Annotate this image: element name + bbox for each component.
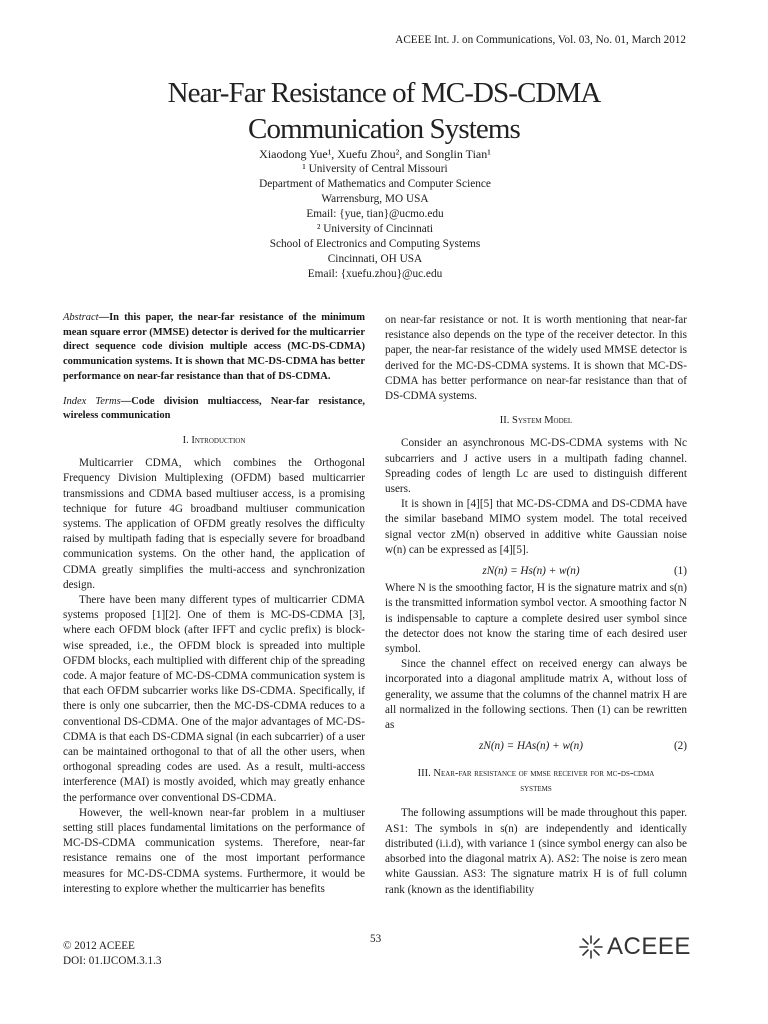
equation-2-number: (2) — [673, 740, 687, 753]
intro-paragraph: Multicarrier CDMA, which combines the Orthogonal Frequency Division Multiplexing (OFDM) based multicarrier transmissions and CDMA based multiuser access, is a promising technique for future 4G broadband multiuser communication systems. The application of OFDM greatly resolves the difficulty raised by multipath fading that is especially severe for broadband communication systems. On the other hand, the application of CDMA greatly simplifies the multi-access and synchronization design. — [63, 457, 365, 591]
title-line-1: Near-Far Resistance of MC-DS-CDMA — [167, 77, 601, 109]
index-terms-label: Index Terms — [63, 395, 121, 407]
intro-paragraph: However, the well-known near-far problem in a multiuser setting still places fundamental limitations on the performance of MC-DS-CDMA communication systems. Therefore, near-far resistance remains one of the most important performance measures for MC-DS-CDMA systems. Furthermore, it would be interesting to explore whether the multicarrier has benefits — [63, 806, 365, 895]
left-column — [63, 311, 365, 897]
equation-1-number: (1) — [673, 565, 687, 578]
abstract — [63, 311, 365, 385]
affiliation-line: School of Electronics and Computing Systems — [269, 238, 481, 250]
author-email[interactable]: Email: {xuefu.zhou}@uc.edu — [307, 268, 443, 280]
author-block — [0, 147, 750, 282]
abstract-label: Abstract — [63, 312, 99, 323]
journal-header: ACEEE Int. J. on Communications, Vol. 03, No. 01, March 2012 — [395, 34, 686, 46]
section-heading-line: III. Near-far resistance of mmse receiver for mc-ds-cdma — [417, 768, 655, 780]
intro-paragraph: There have been many different types of multicarrier CDMA systems proposed [1][2]. One of them is MC-DS-CDMA [3], where each OFDM block (after IFFT and cyclic prefix) is block-wise spreaded, i.e., the OFDM block is spreaded into multiple OFDM blocks, each multiplied with different chip of the spreading code. A major feature of MC-DS-CDMA communication system is that each OFDM subcarrier works like DS-CDMA. Specifically, if there is only one subcarrier, then the MC-DS-CDMA reduces to a conventional DS-CDMA. One of the major advantages of MC-DS-CDMA is that each DS-CDMA signal (in each subcarrier) of a user can be maintained orthogonal to that of all the other users, when orthogonal spreading codes are used. As a result, multi-access interference (MAI) is mostly avoided, which may greatly enhance the performance over conventional DS-CDMA. — [63, 593, 365, 804]
section-heading-introduction: I. Introduction — [182, 434, 246, 446]
system-model-paragraph: Consider an asynchronous MC-DS-CDMA systems with Nc subcarriers and J active users in a multipath fading channel. Spreading codes of length Lc are used to distinguish different users. — [385, 437, 687, 496]
affiliation-line: Cincinnati, OH USA — [327, 253, 423, 265]
assumptions-paragraph: The following assumptions will be made throughout this paper. AS1: The symbols in s(n) are independently and identically distributed (i.i.d), with variance 1 (since symbol energy can also be absorbed into the diagonal matrix A). AS2: The noise is zero mean white Gaussian. AS3: The signature matrix H is of full column rank (known as the identifiability — [385, 807, 687, 896]
equation-2-formula: zN(n) = HAs(n) + w(n) — [479, 740, 583, 753]
author-names: Xiaodong Yue¹, Xuefu Zhou², and Songlin Tian¹ — [259, 147, 491, 161]
system-model-paragraph: Where N is the smoothing factor, H is the signature matrix and s(n) is the transmitted information symbol vector. A smoothing factor N is indispensable to capture a complete desired user symbol since the detector does not know the staring time of each desired user symbol. — [385, 582, 687, 656]
author-email[interactable]: Email: {yue, tian}@ucmo.edu — [306, 208, 444, 220]
section-heading-line: systems — [520, 783, 552, 795]
affiliation-line: Warrensburg, MO USA — [321, 193, 429, 205]
affiliation-line: Department of Mathematics and Computer Science — [259, 178, 491, 190]
system-model-paragraph: It is shown in [4][5] that MC-DS-CDMA and DS-CDMA have the similar baseband MIMO system model. The total received signal vector zM(n) observed in additive white Gaussian noise w(n) can be expressed as [4][5]. — [385, 498, 687, 556]
copyright-text: © 2012 ACEEE — [63, 940, 135, 952]
section-heading-system-model: II. System Model — [499, 415, 573, 427]
index-terms-text: —Code division multiaccess, Near-far resistance, wireless communication — [63, 395, 366, 422]
logo-text: ACEEE — [607, 933, 691, 960]
intro-continuation: on near-far resistance or not. It is worth mentioning that near-far resistance also depends on the type of the receiver detector. In this paper, the near-far resistance of the widely used MMSE detector is derived for the MC-DS-CDMA systems. It is shown that MC-DS-CDMA has better performance on near-far resistance than that of DS-CDMA systems. — [385, 314, 687, 403]
starburst-icon — [578, 934, 604, 960]
aceee-logo — [578, 933, 691, 961]
section-heading-near-far — [385, 766, 687, 796]
affiliation-line: ² University of Cincinnati — [316, 223, 434, 235]
equation-1 — [385, 564, 687, 579]
copyright-block — [63, 939, 162, 969]
page-number: 53 — [370, 933, 382, 945]
equation-2 — [385, 739, 687, 754]
doi-text: DOI: 01.IJCOM.3.1.3 — [63, 955, 162, 967]
title-line-2: Communication Systems — [248, 113, 520, 145]
affiliation-line: ¹ University of Central Missouri — [302, 163, 448, 175]
right-column — [385, 313, 687, 898]
index-terms — [63, 395, 365, 424]
abstract-text: —In this paper, the near-far resistance of the minimum mean square error (MMSE) detector is derived for the multicarrier direct sequence code division multiple access (MC-DS-CDMA) communication systems. It is shown that MC-DS-CDMA has better performance on near-far resistance than that of DS-CDMA. — [63, 312, 365, 382]
equation-1-formula: zN(n) = Hs(n) + w(n) — [482, 565, 580, 578]
system-model-paragraph: Since the channel effect on received energy can always be incorporated into a diagonal amplitude matrix A, without loss of generality, we assume that the columns of the channel matrix H are all normalized in the following sections. Then (1) can be rewritten as — [385, 658, 687, 732]
paper-title — [0, 75, 768, 147]
